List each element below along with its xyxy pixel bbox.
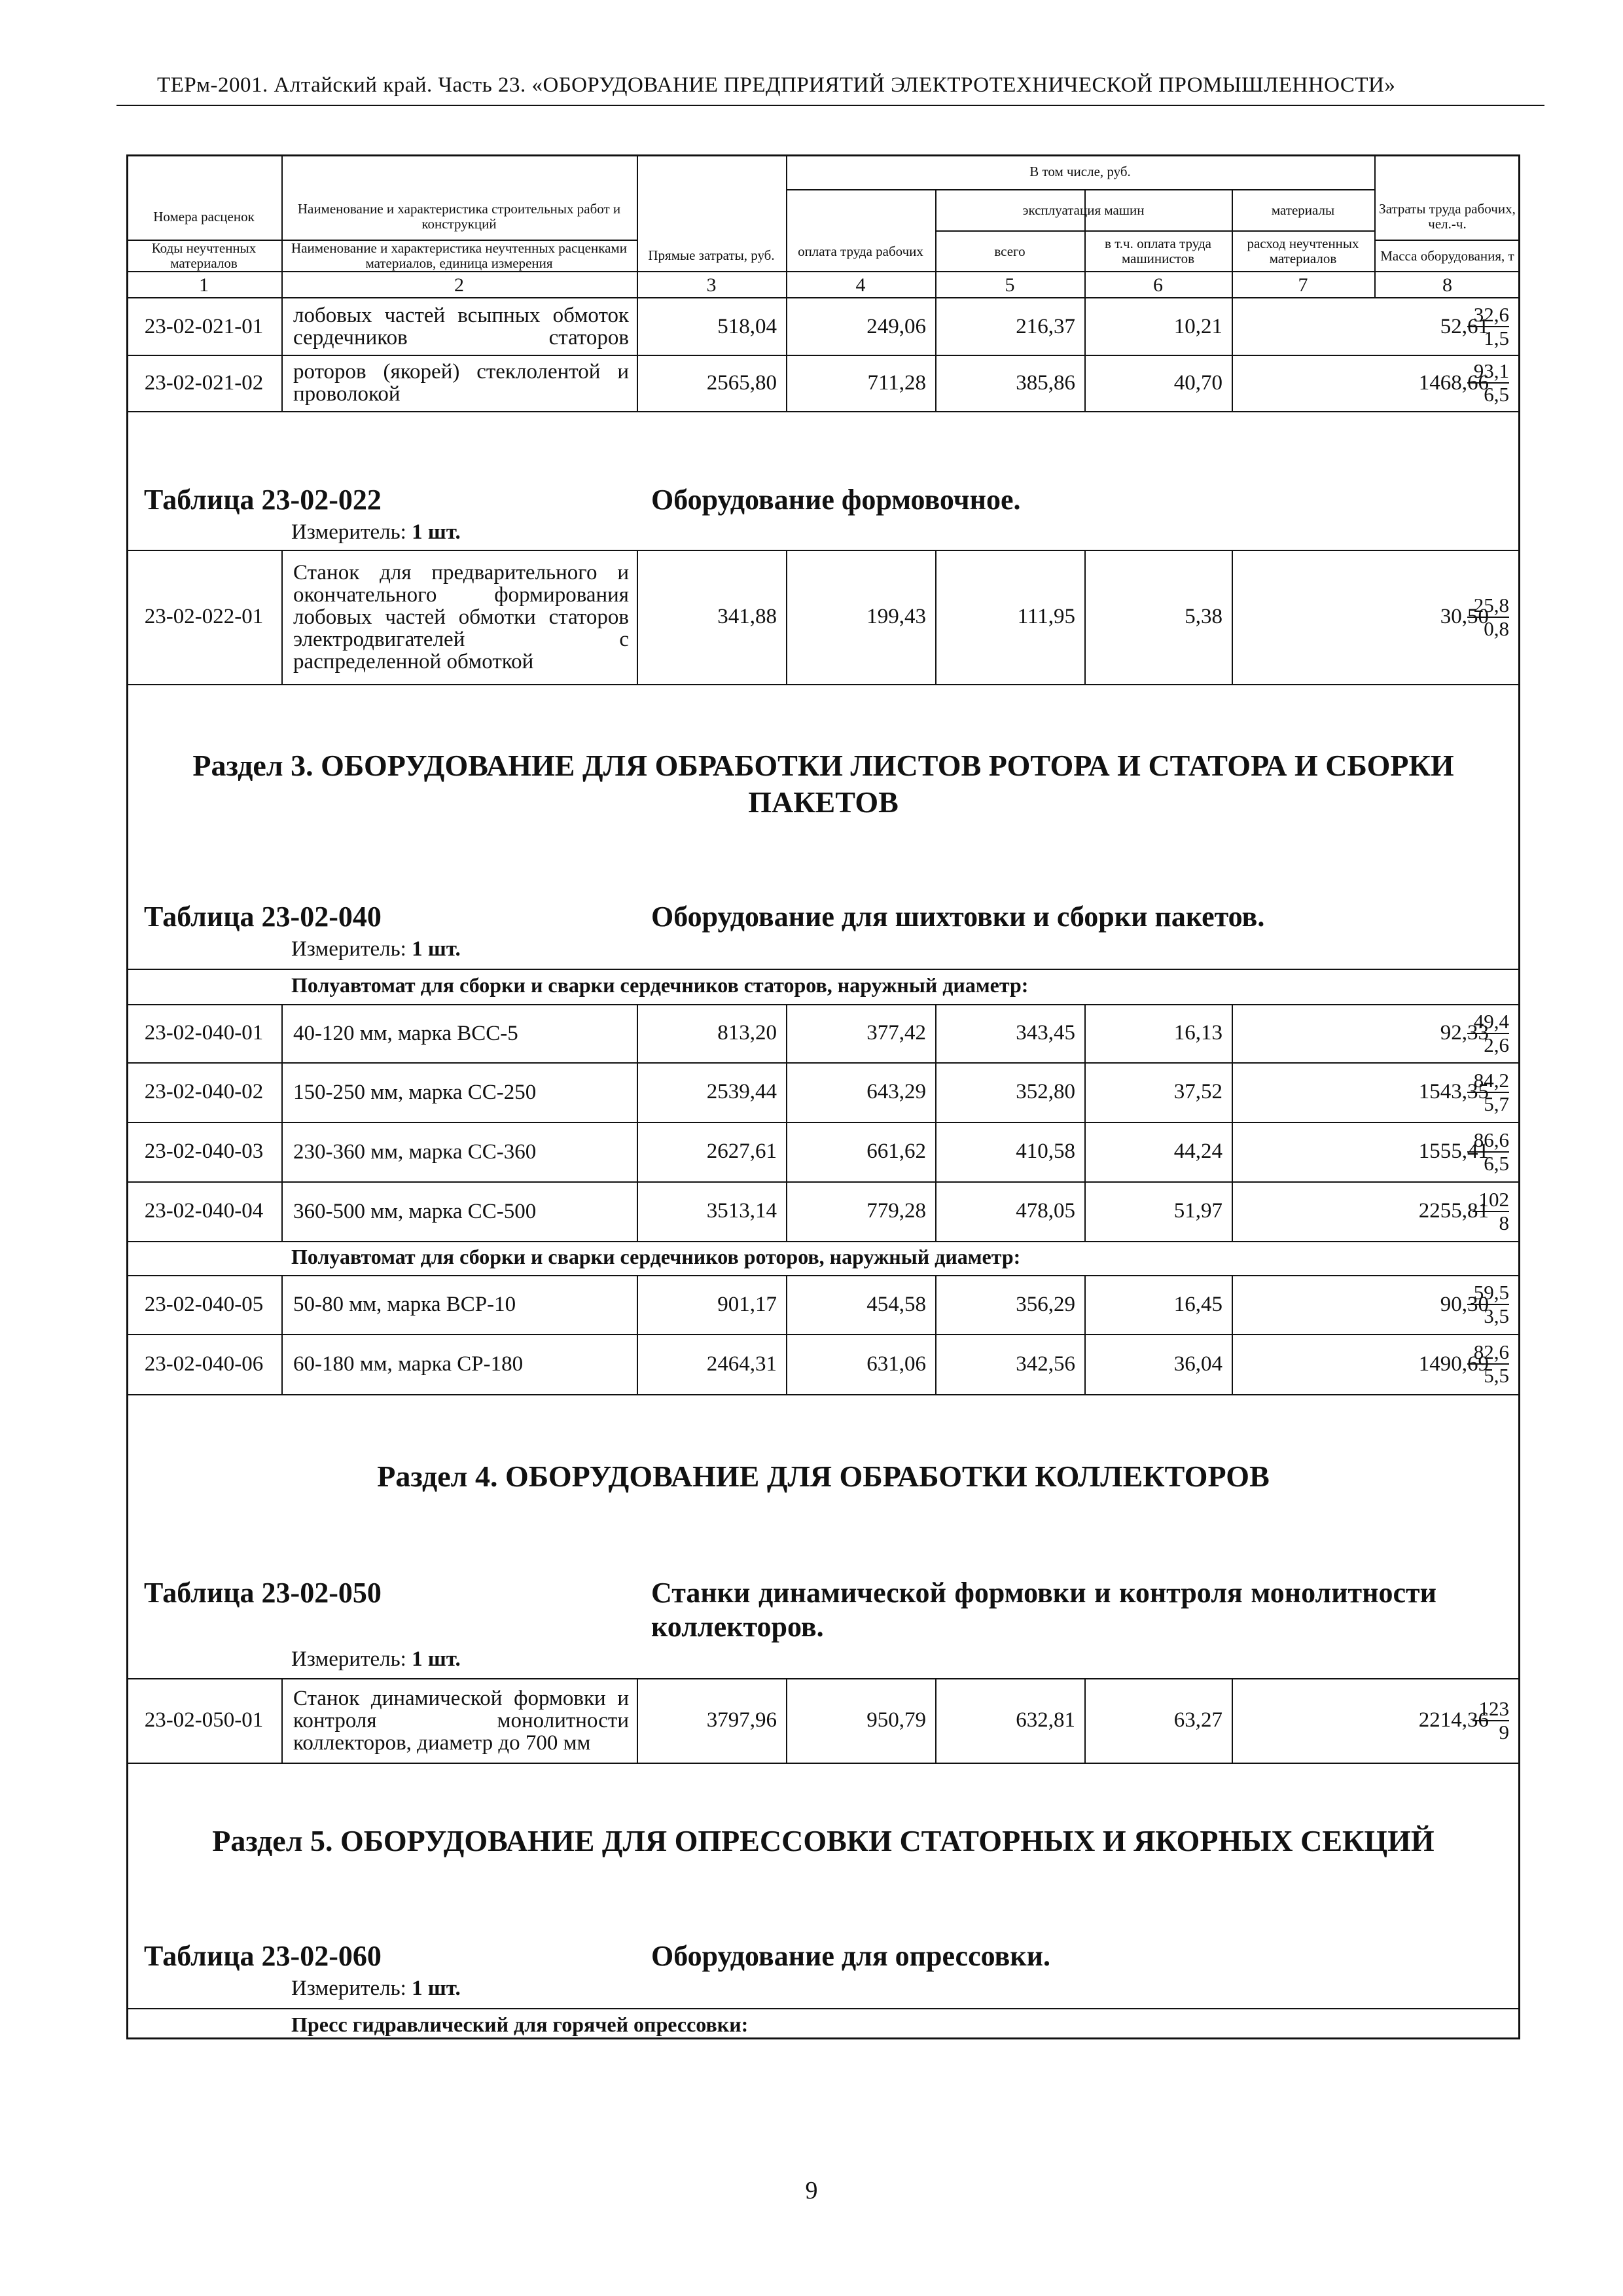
table-caption: Оборудование для опрессовки. (651, 1940, 1050, 1972)
column-number: 4 (855, 274, 866, 296)
equipment-mass: 6,5 (1484, 1151, 1509, 1175)
direct-costs: 3797,96 (706, 1708, 777, 1732)
labor-mass (1232, 1122, 1518, 1181)
rate-name: 60-180 мм, марка СР-180 (293, 1352, 524, 1376)
direct-costs: 2539,44 (706, 1080, 777, 1103)
equipment-mass: 8 (1499, 1211, 1509, 1234)
labor-costs: 93,1 (1467, 360, 1509, 384)
labor-costs: 49,4 (1467, 1011, 1509, 1034)
rate-code: 23-02-040-02 (144, 1080, 264, 1103)
worker-pay: 631,06 (866, 1352, 926, 1376)
materials: 92,33 (1440, 1021, 1489, 1045)
table-row (126, 1275, 1520, 1334)
materials: 52,61 (1440, 314, 1489, 338)
header-operator-pay: в т.ч. оплата труда машинистов (1105, 236, 1211, 266)
operator-pay: 16,13 (1173, 1021, 1222, 1045)
labor-costs: 84,2 (1467, 1069, 1509, 1093)
column-number: 5 (1005, 274, 1015, 296)
labor-mass (1232, 355, 1518, 411)
header-unaccounted-materials: расход неучтенных материалов (1247, 236, 1359, 266)
direct-costs: 813,20 (717, 1021, 777, 1045)
operator-pay: 51,97 (1173, 1199, 1222, 1223)
rate-code: 23-02-021-01 (144, 314, 264, 338)
column-number: 6 (1153, 274, 1163, 296)
rate-name: 50-80 мм, марка ВСР-10 (293, 1293, 516, 1316)
table-caption: Оборудование формовочное. (651, 484, 1021, 516)
table-title: Таблица 23-02-022 (144, 484, 382, 516)
rate-code: 23-02-021-02 (144, 370, 264, 395)
table-header (126, 154, 1520, 298)
table-title: Таблица 23-02-060 (144, 1940, 382, 1972)
header-machines-total: всего (994, 243, 1026, 259)
direct-costs: 2565,80 (706, 370, 777, 395)
machines-total: 356,29 (1016, 1292, 1075, 1316)
rate-code: 23-02-022-01 (144, 605, 264, 628)
equipment-mass: 3,5 (1484, 1304, 1509, 1327)
operator-pay: 63,27 (1173, 1708, 1222, 1732)
direct-costs: 341,88 (717, 605, 777, 628)
materials: 30,50 (1440, 605, 1489, 628)
labor-mass (1232, 1062, 1518, 1122)
group-title: Полуавтомат для сборки и сварки сердечников роторов, наружный диаметр: (291, 1245, 1021, 1268)
header-rule (116, 105, 1544, 106)
column-number: 8 (1442, 274, 1452, 296)
machines-total: 216,37 (1016, 314, 1075, 338)
rate-code: 23-02-040-05 (144, 1292, 264, 1316)
rate-name: 40-120 мм, марка ВСС-5 (293, 1021, 518, 1045)
rate-code: 23-02-040-04 (144, 1199, 264, 1223)
labor-mass (1232, 1334, 1518, 1394)
header-labor-costs: Затраты труда рабочих, чел.-ч. (1379, 201, 1516, 232)
rate-name: 360-500 мм, марка СС-500 (293, 1199, 537, 1223)
worker-pay: 454,58 (866, 1292, 926, 1316)
worker-pay: 249,06 (866, 314, 926, 338)
worker-pay: 779,28 (866, 1199, 926, 1223)
operator-pay: 36,04 (1173, 1352, 1222, 1376)
rate-name: лобовых частей всыпных обмоток сердечников статоров (293, 304, 629, 350)
worker-pay: 711,28 (867, 370, 926, 395)
header-direct-costs: Прямые затраты, руб. (648, 247, 775, 263)
rate-name: 230-360 мм, марка СС-360 (293, 1139, 537, 1164)
worker-pay: 643,29 (866, 1080, 926, 1103)
operator-pay: 16,45 (1173, 1292, 1222, 1316)
labor-costs: 82,6 (1467, 1341, 1509, 1365)
machines-total: 111,95 (1017, 605, 1075, 628)
measure-unit: Измеритель: 1 шт. (291, 520, 461, 544)
operator-pay: 5,38 (1185, 605, 1222, 628)
table-row (126, 1334, 1520, 1394)
equipment-mass: 5,7 (1484, 1092, 1509, 1115)
labor-costs: 59,5 (1467, 1282, 1509, 1305)
header-materials: материалы (1271, 202, 1335, 218)
materials: 1490,69 (1418, 1352, 1489, 1376)
group-title: Пресс гидравлический для горячей опрессовки: (291, 2013, 749, 2036)
measure-unit: Измеритель: 1 шт. (291, 937, 461, 961)
rate-name: Станок динамической формовки и контроля монолитности коллекторов, диаметр до 700 мм (293, 1686, 629, 1755)
column-number: 3 (706, 274, 717, 296)
equipment-mass: 0,8 (1484, 617, 1509, 640)
table-row (126, 1062, 1520, 1122)
group-title: Полуавтомат для сборки и сварки сердечников статоров, наружный диаметр: (291, 973, 1029, 997)
page-number: 9 (805, 2177, 818, 2204)
machines-total: 342,56 (1016, 1352, 1075, 1376)
worker-pay: 199,43 (866, 605, 926, 628)
direct-costs: 518,04 (717, 314, 777, 338)
materials: 2255,81 (1418, 1199, 1489, 1223)
labor-mass (1232, 1004, 1518, 1062)
equipment-mass: 2,6 (1484, 1033, 1509, 1056)
header-worker-pay: оплата труда рабочих (798, 243, 923, 259)
labor-mass (1232, 1678, 1518, 1763)
machines-total: 410,58 (1016, 1139, 1075, 1163)
header-rate-numbers: Номера расценок (153, 208, 255, 224)
labor-costs: 102 (1472, 1189, 1510, 1212)
labor-costs: 25,8 (1467, 594, 1509, 618)
materials: 90,30 (1440, 1292, 1489, 1316)
table-row (126, 550, 1520, 684)
worker-pay: 377,42 (866, 1021, 926, 1045)
header-machine-operation: эксплуатация машин (1022, 202, 1145, 218)
header-material-codes: Коды неучтенных материалов (151, 240, 257, 271)
materials: 1543,35 (1418, 1080, 1489, 1103)
rate-code: 23-02-040-03 (144, 1139, 264, 1163)
section-title: Раздел 5. ОБОРУДОВАНИЕ ДЛЯ ОПРЕССОВКИ СТАТОРНЫХ И ЯКОРНЫХ СЕКЦИЙ (212, 1824, 1435, 1857)
worker-pay: 661,62 (866, 1139, 926, 1163)
direct-costs: 2464,31 (706, 1352, 777, 1376)
operator-pay: 44,24 (1173, 1139, 1222, 1163)
rate-code: 23-02-050-01 (144, 1708, 264, 1732)
table-row (126, 1004, 1520, 1062)
measure-unit: Измеритель: 1 шт. (291, 1977, 461, 2000)
header-material-names: Наименование и характеристика неучтенных расценками материалов, единица измерения (291, 240, 627, 271)
table-row (126, 1678, 1520, 1763)
machines-total: 352,80 (1016, 1080, 1075, 1103)
table-title: Таблица 23-02-050 (144, 1577, 382, 1609)
table-row (126, 1122, 1520, 1181)
labor-mass (1232, 298, 1518, 355)
labor-costs: 123 (1472, 1698, 1510, 1721)
direct-costs: 901,17 (717, 1292, 777, 1316)
table-row (126, 1181, 1520, 1241)
machines-total: 385,86 (1016, 370, 1075, 395)
section-title: Раздел 3. ОБОРУДОВАНИЕ ДЛЯ ОБРАБОТКИ ЛИСТОВ РОТОРА И СТАТОРА И СБОРКИ ПАКЕТОВ (192, 749, 1454, 819)
labor-costs: 32,6 (1467, 304, 1509, 327)
rate-code: 23-02-040-06 (144, 1352, 264, 1376)
column-number: 2 (454, 274, 464, 296)
column-number: 1 (199, 274, 209, 296)
measure-unit: Измеритель: 1 шт. (291, 1647, 461, 1671)
table-caption: Оборудование для шихтовки и сборки пакетов. (651, 901, 1265, 933)
table-caption: Станки динамической формовки и контроля монолитности коллекторов. (651, 1577, 1436, 1643)
equipment-mass: 1,5 (1484, 327, 1509, 350)
running-header: ТЕРм-2001. Алтайский край. Часть 23. «ОБОРУДОВАНИЕ ПРЕДПРИЯТИЙ ЭЛЕКТРОТЕХНИЧЕСКОЙ ПРОМЫШЛЕННОСТИ» (157, 73, 1396, 97)
materials: 1555,41 (1418, 1139, 1489, 1163)
direct-costs: 2627,61 (706, 1139, 777, 1163)
machines-total: 343,45 (1016, 1021, 1075, 1045)
rate-name: Станок для предварительного и окончательного формирования лобовых частей обмотки статоров электродвигателей с распределенной обмоткой (293, 560, 629, 673)
rate-name: роторов (якорей) стеклолентой и проволокой (293, 360, 629, 406)
section-title: Раздел 4. ОБОРУДОВАНИЕ ДЛЯ ОБРАБОТКИ КОЛЛЕКТОРОВ (377, 1460, 1270, 1493)
equipment-mass: 5,5 (1484, 1364, 1509, 1387)
materials: 1468,66 (1418, 370, 1489, 395)
machines-total: 632,81 (1016, 1708, 1075, 1732)
direct-costs: 3513,14 (706, 1199, 777, 1223)
labor-mass (1232, 1275, 1518, 1334)
table-title: Таблица 23-02-040 (144, 901, 382, 933)
labor-mass (1232, 1181, 1518, 1241)
table-row (126, 298, 1520, 355)
operator-pay: 10,21 (1173, 314, 1222, 338)
labor-costs: 86,6 (1467, 1129, 1509, 1153)
table-row (126, 355, 1520, 411)
column-number: 7 (1298, 274, 1308, 296)
operator-pay: 37,52 (1173, 1080, 1222, 1103)
header-including: В том числе, руб. (1029, 164, 1131, 179)
header-equipment-mass: Масса оборудования, т (1380, 247, 1514, 264)
machines-total: 478,05 (1016, 1199, 1075, 1223)
rate-code: 23-02-040-01 (144, 1021, 264, 1045)
equipment-mass: 6,5 (1484, 383, 1509, 406)
operator-pay: 40,70 (1173, 370, 1222, 395)
rate-name: 150-250 мм, марка СС-250 (293, 1080, 537, 1104)
labor-mass (1232, 550, 1518, 684)
worker-pay: 950,79 (866, 1708, 926, 1732)
equipment-mass: 9 (1499, 1720, 1509, 1744)
materials: 2214,36 (1418, 1708, 1489, 1732)
header-work-name: Наименование и характеристика строительных работ и конструкций (297, 201, 621, 232)
